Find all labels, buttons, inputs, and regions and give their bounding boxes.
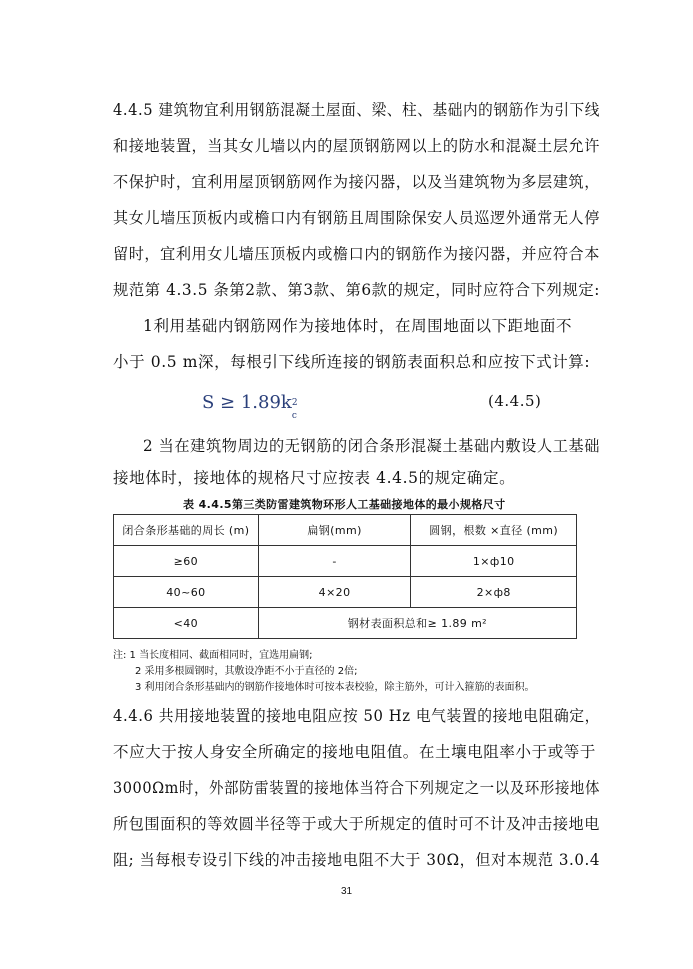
table-cell: 4×20 (258, 577, 411, 608)
item-2-line-1: 2 当在建筑物周边的无钢筋的闭合条形混凝土基础内敷设人工基础 (143, 437, 600, 455)
table-cell: 1×ф10 (411, 546, 577, 577)
table-row (114, 608, 577, 639)
paragraph-446-line-4: 所包围面积的等效圆半径等于或大于所规定的值时可不计及冲击接地电 (113, 815, 600, 833)
formula-lhs: S ≥ 1.89k (202, 392, 292, 413)
paragraph-445-line-4: 其女儿墙压顶板内或檐口内有钢筋且周围除保安人员巡逻外通常无人停 (113, 209, 600, 227)
table-header-cell: 扁钢(mm) (258, 515, 411, 546)
table-row (114, 577, 577, 608)
table-header-cell: 圆钢，根数 ×直径 (mm) (411, 515, 577, 546)
item-2-line-2: 接地体时，接地体的规格尺寸应按表 4.4.5的规定确定。 (113, 469, 516, 487)
paragraph-445-line-6: 规范第 4.3.5 条第2款、第3款、第6款的规定，同时应符合下列规定: (113, 281, 600, 299)
page-number: 31 (340, 886, 353, 897)
table-cell: ≥60 (114, 546, 259, 577)
spec-table (113, 514, 577, 639)
table-cell: 40~60 (114, 577, 259, 608)
table-cell: - (258, 546, 411, 577)
paragraph-445-line-1: 4.4.5 建筑物宜利用钢筋混凝土屋面、梁、柱、基础内的钢筋作为引下线 (113, 101, 601, 119)
note-line-3: 3 利用闭合条形基础内的钢筋作接地体时可按本表校验，除主筋外，可计入箍筋的表面积。 (135, 682, 535, 693)
paragraph-446-line-5: 阻; 当每根专设引下线的冲击接地电阻不大于 30Ω，但对本规范 3.0.4 (113, 851, 601, 869)
formula-number: (4.4.5) (488, 392, 542, 410)
note-line-2: 2 采用多根圆钢时，其敷设净距不小于直径的 2倍; (135, 666, 358, 677)
formula-subscript: c (291, 411, 297, 421)
formula-superscript: 2 (291, 398, 298, 408)
note-line-1: 注: 1 当长度相同、截面相同时，宜选用扁钢; (113, 650, 313, 661)
table-merged-cell: 钢材表面积总和≥ 1.89 m² (258, 608, 576, 639)
table-header-cell: 闭合条形基础的周长 (m) (114, 515, 259, 546)
table-row (114, 546, 577, 577)
table-cell: 2×ф8 (411, 577, 577, 608)
paragraph-446-line-3: 3000Ωm时，外部防雷装置的接地体当符合下列规定之一以及环形接地体 (113, 779, 600, 797)
paragraph-445-line-5: 留时，宜利用女儿墙压顶板内或檐口内的钢筋作为接闪器，并应符合本 (113, 245, 600, 263)
item-1-line-2: 小于 0.5 m深，每根引下线所连接的钢筋表面积总和应按下式计算: (113, 353, 591, 371)
paragraph-446-line-1: 4.4.6 共用接地装置的接地电阻应按 50 Hz 电气装置的接地电阻确定， (113, 707, 601, 725)
item-1-line-1: 1利用基础内钢筋网作为接地体时，在周围地面以下距地面不 (143, 317, 573, 335)
paragraph-445-line-2: 和接地装置，当其女儿墙以内的屋顶钢筋网以上的防水和混凝土层允许 (113, 137, 600, 155)
table-notes (113, 648, 535, 696)
paragraph-446-line-2: 不应大于按人身安全所确定的接地电阻值。在土壤电阻率小于或等于 (113, 743, 597, 761)
table-header-row (114, 515, 577, 546)
table-title: 表 4.4.5第三类防雷建筑物环形人工基础接地体的最小规格尺寸 (183, 498, 506, 511)
table-cell: <40 (114, 608, 259, 639)
formula-445 (202, 392, 300, 421)
paragraph-445-line-3: 不保护时，宜利用屋顶钢筋网作为接闪器，以及当建筑物为多层建筑， (113, 173, 600, 191)
